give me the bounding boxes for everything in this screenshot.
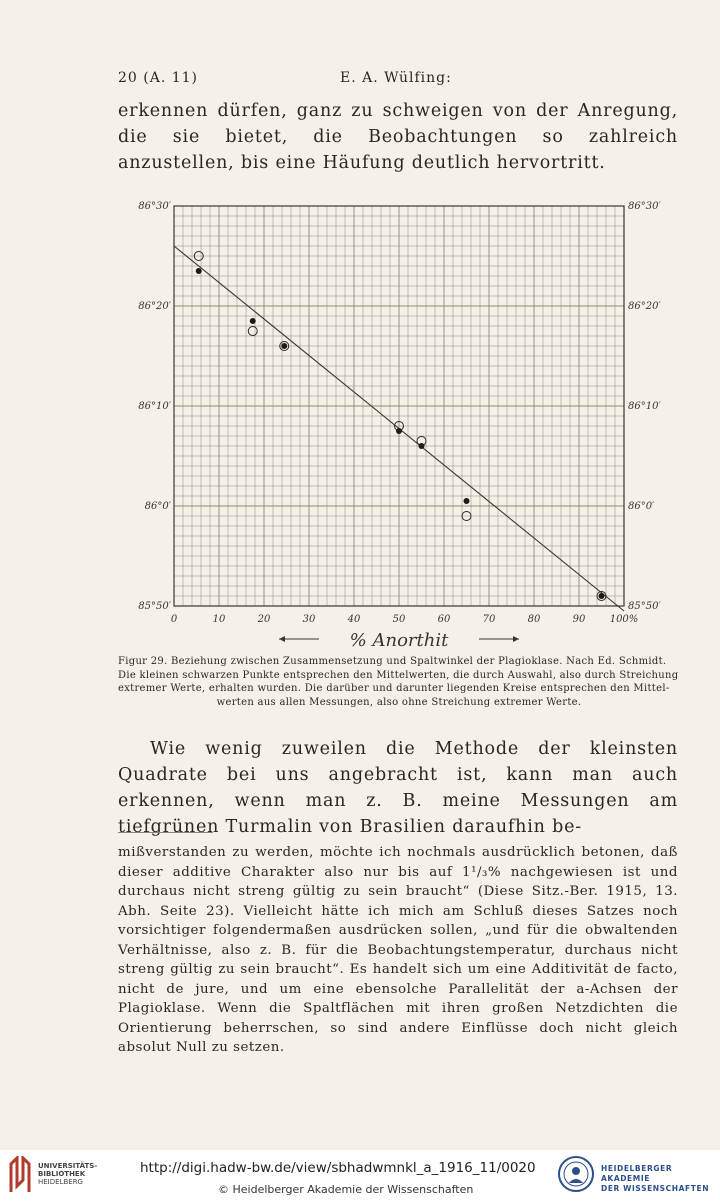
y-tick-label-left: 86°20′ — [138, 301, 171, 312]
x-tick-label: 50 — [392, 614, 406, 625]
university-library-name — [38, 1162, 97, 1186]
university-library-logo-icon — [8, 1156, 34, 1194]
mean-value-dot — [250, 318, 256, 324]
x-tick-label: 0 — [170, 614, 178, 625]
footnote-text: mißverstanden zu werden, möchte ich nochmals ausdrücklich betonen, daß dieser additive Charakter also nur bis auf 1¹/₃% nachgewiesen ist und durchaus nicht streng gültig zu sein braucht“ (Diese Sitz.-Ber. 1915, 13. Abh. Seite 23). Vielleicht hätte ich mich am Schluß dieses Satzes noch vorsichtiger folgendermaßen ausdrücken sollen, „und für die obwaltenden Verhältnisse, also z. B. für die Beobachtungstemperatur, durchaus nicht streng gültig zu sein braucht“. Es handelt sich um eine Additivität de facto, nicht de jure, und um eine ebensolche Parallelität der a-Achsen der Plagioklase. Wenn die Spaltflächen mit ihren großen Netzdichten die Orientierung beherrschen, so sind andere Einflüsse doch nicht gleich absolut Null zu setzen. — [118, 845, 678, 1055]
y-tick-label-left: 86°30′ — [138, 201, 171, 212]
x-tick-label: 60 — [437, 614, 451, 625]
figure-29-chart — [130, 200, 690, 660]
caption-line-2: Die kleinen schwarzen Punkte entsprechen den Mittelwerten, die durch Auswahl, also durch Streichung — [118, 669, 679, 681]
digital-footer — [0, 1150, 720, 1201]
figure-caption — [118, 655, 680, 709]
x-tick-label: 40 — [347, 614, 361, 625]
academy-line-2: DER WISSENSCHAFTEN — [601, 1184, 710, 1193]
library-line-1: UNIVERSITÄTS- — [38, 1162, 98, 1170]
footnote — [118, 843, 678, 1058]
mean-value-dot — [599, 593, 605, 599]
x-tick-label: 70 — [482, 614, 496, 625]
x-tick-label: 10 — [212, 614, 226, 625]
document-url-link[interactable]: http://digi.hadw-bw.de/view/sbhadwmnkl_a_1916_11/0020 — [140, 1160, 536, 1176]
x-tick-label: 80 — [527, 614, 541, 625]
caption-line-3: extremer Werte, erhalten wurden. Die darüber und darunter liegenden Kreise entsprechen den Mittel- — [118, 683, 670, 694]
y-tick-label-left: 85°50′ — [138, 601, 171, 612]
intro-paragraph — [118, 98, 678, 176]
all-measurements-circle — [248, 327, 257, 336]
library-line-3: HEIDELBERG — [38, 1178, 83, 1186]
chart-svg — [130, 200, 690, 660]
y-tick-label-left: 86°10′ — [138, 401, 171, 412]
main-paragraph-text: Wie wenig zuweilen die Methode der kleinsten Quadrate bei uns angebracht ist, kann man auch erkennen, wenn man z. B. meine Messungen am tiefgrünen Turmalin von Brasilien daraufhin be- — [118, 739, 678, 837]
x-tick-label: 100% — [609, 614, 639, 625]
arrow-right-icon — [513, 636, 519, 642]
y-tick-label-right: 86°20′ — [628, 301, 661, 312]
footnote-divider — [118, 832, 213, 833]
caption-line-4: werten aus allen Messungen, also ohne Streichung extremer Werte. — [216, 696, 582, 708]
academy-name — [601, 1164, 720, 1194]
y-tick-label-right: 86°0′ — [628, 501, 655, 512]
x-axis-label: % Anorthit — [349, 630, 449, 651]
copyright-notice: © Heidelberger Akademie der Wissenschaften — [218, 1183, 474, 1196]
running-author: E. A. Wülfing: — [340, 70, 452, 86]
academy-line-1: HEIDELBERGER AKADEMIE — [601, 1164, 673, 1183]
y-tick-label-right: 86°10′ — [628, 401, 661, 412]
arrow-left-icon — [279, 636, 285, 642]
intro-text: erkennen dürfen, ganz zu schweigen von der Anregung, die sie bietet, die Beobachtungen so zahlreich anzustellen, bis eine Häufung deutlich hervortritt. — [118, 101, 678, 173]
academy-seal-icon — [557, 1155, 595, 1193]
x-tick-label: 30 — [302, 614, 316, 625]
library-line-2: BIBLIOTHEK — [38, 1170, 86, 1178]
y-tick-label-left: 86°0′ — [144, 501, 171, 512]
caption-line-1: Figur 29. Beziehung zwischen Zusammensetzung und Spaltwinkel der Plagioklase. Nach Ed. Schmidt. — [118, 656, 667, 667]
mean-value-dot — [196, 268, 202, 274]
mean-value-dot — [464, 498, 470, 504]
y-tick-label-right: 85°50′ — [628, 601, 661, 612]
page-reference: 20 (A. 11) — [118, 70, 199, 86]
mean-value-dot — [281, 343, 287, 349]
x-tick-label: 90 — [572, 614, 586, 625]
x-tick-label: 20 — [257, 614, 271, 625]
main-paragraph — [118, 736, 678, 840]
y-tick-label-right: 86°30′ — [628, 201, 661, 212]
